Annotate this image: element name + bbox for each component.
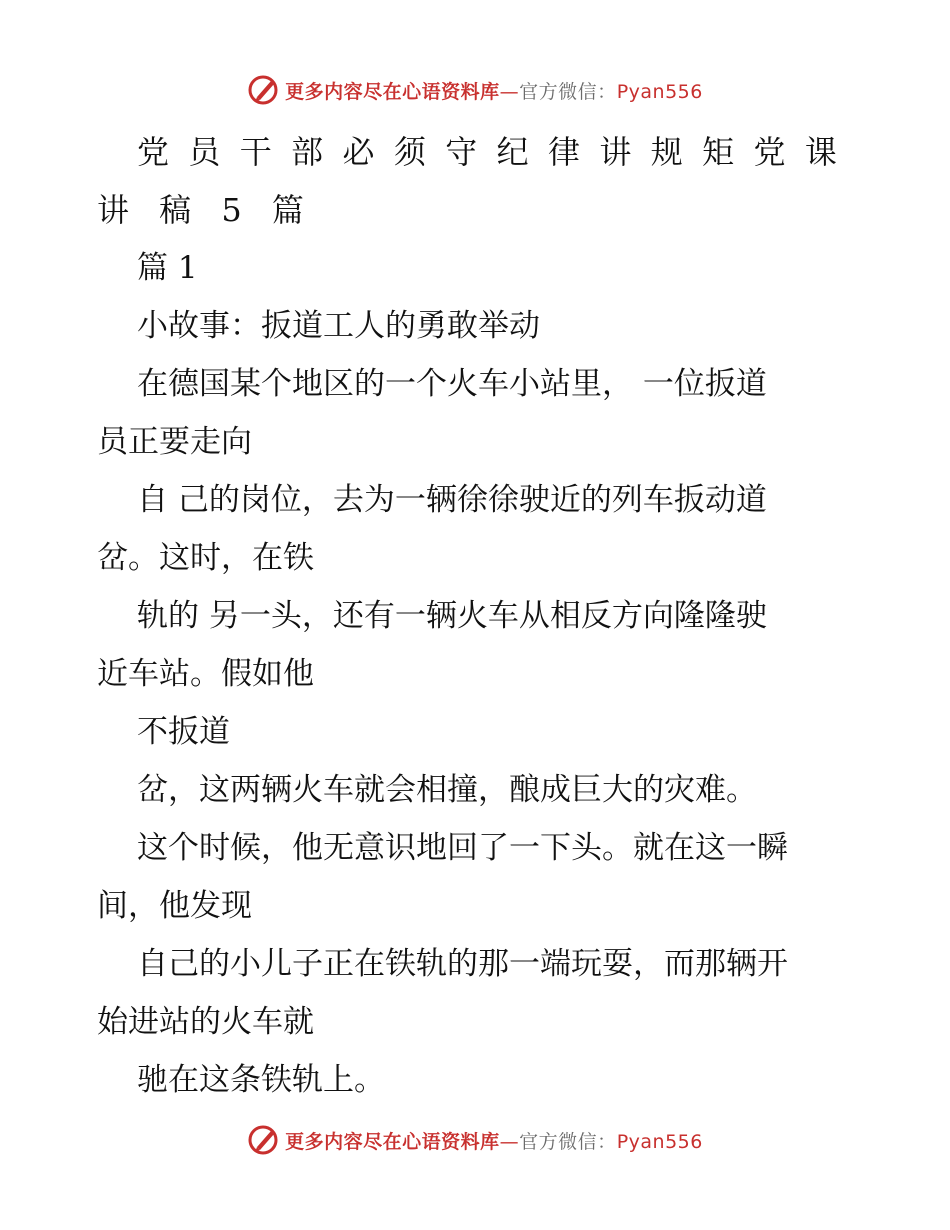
header-banner bbox=[0, 68, 950, 112]
title-char: 须 bbox=[393, 133, 426, 171]
banner-official-label: 官方微信： bbox=[519, 1130, 617, 1153]
title-char: 规 bbox=[650, 133, 683, 171]
banner-brand: 更多内容尽在心语资料库 bbox=[285, 1130, 500, 1153]
title-char: 律 bbox=[548, 133, 581, 171]
title-char: 讲 bbox=[599, 133, 632, 171]
footer-banner bbox=[0, 1118, 950, 1162]
paragraph-line: 岔，这两辆火车就会相撞，酿成巨大的灾难。 bbox=[137, 772, 757, 808]
paragraph-line: 始进站的火车就 bbox=[97, 1004, 314, 1040]
banner-official-label: 官方微信： bbox=[519, 80, 617, 103]
paragraph-line: 自 己的岗位，去为一辆徐徐驶近的列车扳动道 bbox=[137, 482, 767, 518]
banner-text bbox=[285, 1127, 703, 1154]
banner-handle: Pyan556 bbox=[616, 80, 703, 103]
pen-circle-logo-icon bbox=[247, 1123, 281, 1157]
banner-text bbox=[285, 77, 703, 104]
paragraph-line: 这个时候，他无意识地回了一下头。就在这一瞬 bbox=[137, 830, 788, 866]
title-char: 必 bbox=[342, 133, 375, 171]
paragraph-line: 自己的小儿子正在铁轨的那一端玩耍，而那辆开 bbox=[137, 946, 788, 982]
banner-dash: — bbox=[499, 1130, 520, 1153]
paragraph-line: 员正要走向 bbox=[97, 424, 252, 460]
paragraph-line: 近车站。假如他 bbox=[97, 656, 314, 692]
banner-dash: — bbox=[499, 80, 520, 103]
title-char: 纪 bbox=[496, 133, 529, 171]
paragraph-line: 篇 1 bbox=[137, 250, 198, 286]
title-char: 课 bbox=[804, 133, 837, 171]
paragraph-line: 小故事：扳道工人的勇敢举动 bbox=[137, 308, 540, 344]
paragraph-line: 岔。这时，在铁 bbox=[97, 540, 314, 576]
title-char: 党 bbox=[137, 133, 170, 171]
title-char: 员 bbox=[188, 133, 221, 171]
document-title-line-1 bbox=[97, 123, 837, 181]
pen-circle-logo-icon bbox=[247, 73, 281, 107]
paragraph-line: 间，他发现 bbox=[97, 888, 252, 924]
title-char: 矩 bbox=[702, 133, 735, 171]
title-char: 党 bbox=[753, 133, 786, 171]
title-char: 干 bbox=[239, 133, 272, 171]
banner-brand: 更多内容尽在心语资料库 bbox=[285, 80, 500, 103]
paragraph-line: 驰在这条铁轨上。 bbox=[137, 1062, 385, 1098]
paragraph-line: 轨的 另一头，还有一辆火车从相反方向隆隆驶 bbox=[137, 598, 767, 634]
document-body bbox=[97, 239, 837, 1109]
title-char: 部 bbox=[291, 133, 324, 171]
banner-handle: Pyan556 bbox=[616, 1130, 703, 1153]
document-content bbox=[97, 123, 837, 1109]
document-title-line-2: 讲 稿 5 篇 bbox=[97, 191, 314, 229]
paragraph-line: 不扳道 bbox=[137, 714, 230, 750]
title-char: 守 bbox=[445, 133, 478, 171]
paragraph-line: 在德国某个地区的一个火车小站里， 一位扳道 bbox=[137, 366, 767, 402]
